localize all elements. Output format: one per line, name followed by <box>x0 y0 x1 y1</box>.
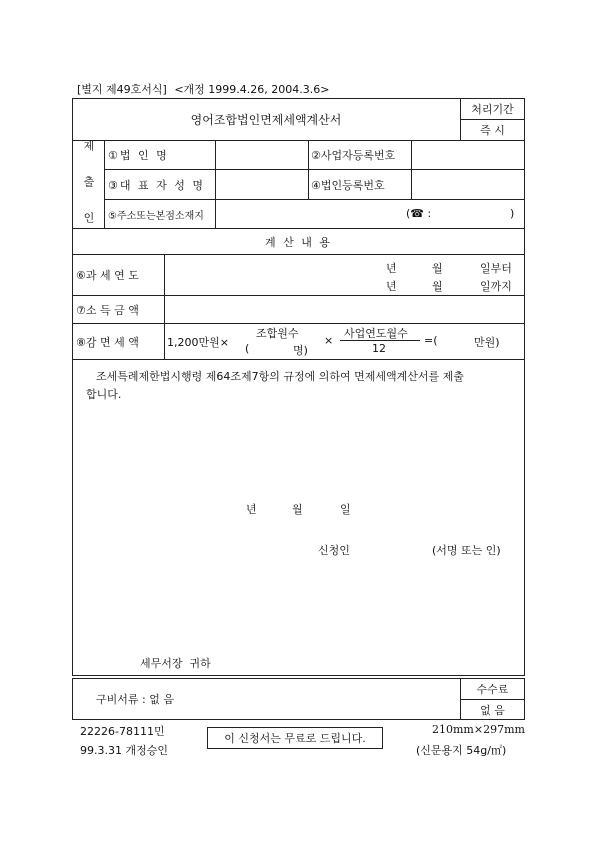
address-field[interactable] <box>216 200 525 228</box>
footer-paper: (신문용지 54g/㎡) <box>416 744 507 757</box>
from-year: 년 <box>386 262 397 275</box>
corp-name-label-text: ①법 인 명 <box>108 148 169 162</box>
fee-label: 수수료 <box>476 682 509 696</box>
rep-name-label <box>108 170 213 199</box>
members-open: ( <box>245 342 250 355</box>
fee-value: 없 음 <box>480 703 505 717</box>
formula-base: 1,200만원× <box>167 336 229 349</box>
documents-label: 구비서류 : 없 음 <box>96 693 174 706</box>
form-number <box>77 81 330 97</box>
free-notice <box>207 727 383 749</box>
income-label: ⑦소 득 금 액 <box>76 303 139 317</box>
addressee: 세무서장 귀하 <box>140 657 211 670</box>
biz-reg-label: ②사업자등록번호 <box>311 148 396 162</box>
months-denominator: 12 <box>372 342 386 355</box>
footer-approval: 99.3.31 개정승인 <box>80 744 168 757</box>
date-month: 월 <box>292 503 303 516</box>
date-year: 년 <box>246 503 257 516</box>
corp-name-label <box>108 140 213 169</box>
to-month: 월 <box>432 280 443 293</box>
corp-reg-label: ④법인등록번호 <box>311 178 385 192</box>
result-open: =( <box>424 334 438 347</box>
address-label: ⑤주소또는본점소재지 <box>108 210 204 222</box>
to-day: 일까지 <box>480 280 512 293</box>
income-field[interactable] <box>165 296 525 323</box>
statement-line1: 조세특례제한법시행령 제64조제7항의 규정에 의하여 면제세액계산서를 제출 <box>96 370 464 383</box>
from-day: 일부터 <box>480 262 512 275</box>
biz-reg-field[interactable] <box>412 140 525 169</box>
rep-name-field[interactable] <box>216 170 308 199</box>
processing-period-value: 즉 시 <box>480 123 505 137</box>
from-month: 월 <box>432 262 443 275</box>
to-year: 년 <box>386 280 397 293</box>
form-title: 영어조합법인면제세액계산서 <box>190 112 342 127</box>
footer-size: 210mm×297mm <box>432 723 525 736</box>
statement-line2: 합니다. <box>86 388 122 401</box>
submitter-section-text: 제 출 인 <box>82 139 95 229</box>
months-label: 사업연도월수 <box>344 327 408 340</box>
submitter-section-label <box>72 140 104 228</box>
corp-reg-field[interactable] <box>412 170 525 199</box>
phone-open: (☎ : <box>406 207 432 220</box>
footer-code: 22226-78111민 <box>80 725 165 738</box>
exempt-label: ⑧감 면 세 액 <box>76 335 139 349</box>
signature-label: (서명 또는 인) <box>432 544 501 557</box>
members-label: 조합원수 <box>256 327 299 340</box>
members-unit: 명) <box>293 344 308 357</box>
form-number-text: [별지 제49호서식] <box>77 83 167 96</box>
fiscal-year-label: ⑥과 세 연 도 <box>76 269 139 282</box>
rep-name-label-text: ③대 표 자 성 명 <box>108 178 205 192</box>
applicant-label: 신청인 <box>318 544 350 557</box>
result-unit: 만원) <box>474 336 500 349</box>
processing-period-label: 처리기간 <box>471 102 514 116</box>
calc-section-title-text: 계 산 내 용 <box>265 235 332 249</box>
calc-section-title <box>72 229 525 254</box>
corp-name-field[interactable] <box>216 140 308 169</box>
revision-text: <개정 1999.4.26, 2004.3.6> <box>174 83 330 96</box>
date-day: 일 <box>340 503 351 516</box>
times-sign: × <box>324 334 334 347</box>
phone-close: ) <box>510 207 515 220</box>
free-notice-text: 이 신청서는 무료로 드립니다. <box>224 732 366 745</box>
